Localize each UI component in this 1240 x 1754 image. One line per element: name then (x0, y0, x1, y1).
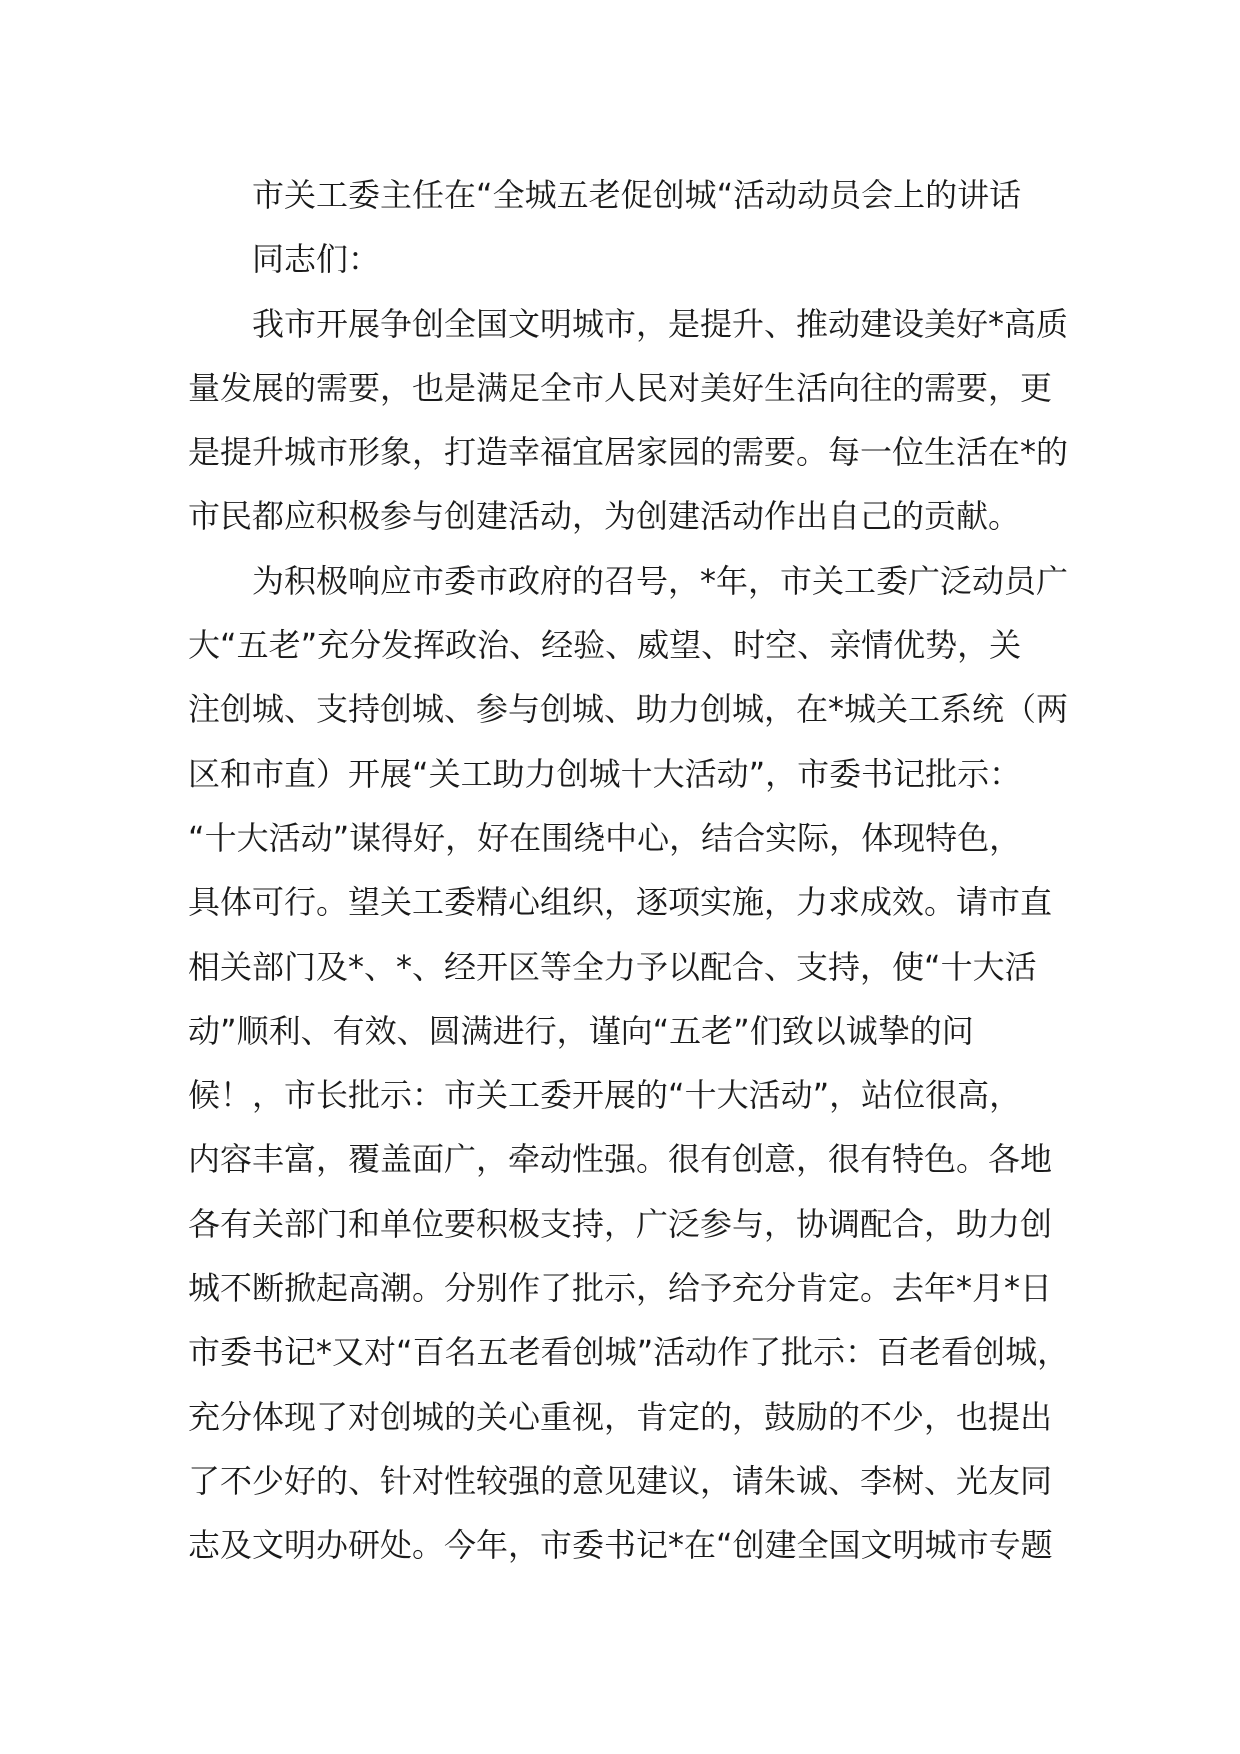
paragraph-1-line-2: 量发展的需要，也是满足全市人民对美好生活向往的需要，更 (188, 368, 1053, 407)
paragraph-2-line-2: 大“五老”充分发挥政治、经验、威望、时空、亲情优势，关 (188, 626, 1022, 665)
paragraph-2-line-4: 区和市直）开展“关工助力创城十大活动”，市委书记批示： (188, 754, 1022, 793)
paragraph-2-line-8: 动”顺利、有效、圆满进行，谨向“五老”们致以诚挚的问 (188, 1011, 974, 1050)
paragraph-1-line-1: 我市开展争创全国文明城市，是提升、推动建设美好*高质 (252, 304, 1069, 343)
paragraph-2-line-7: 相关部门及*、*、经开区等全力予以配合、支持，使“十大活 (188, 947, 1037, 986)
paragraph-2-line-9: 候！，市长批示：市关工委开展的“十大活动”，站位很高， (188, 1076, 1022, 1115)
paragraph-2-line-3: 注创城、支持创城、参与创城、助力创城，在*城关工系统（两 (188, 690, 1069, 729)
paragraph-2-line-15: 了不少好的、针对性较强的意见建议，请朱诚、李树、光友同 (188, 1461, 1053, 1500)
paragraph-2-line-16: 志及文明办研处。今年，市委书记*在“创建全国文明城市专题 (188, 1526, 1053, 1565)
paragraph-2-line-13: 市委书记*又对“百名五老看创城”活动作了批示：百老看创城， (188, 1333, 1070, 1372)
paragraph-1-line-3: 是提升城市形象，打造幸福宜居家园的需要。每一位生活在*的 (188, 433, 1069, 472)
paragraph-2-line-1: 为积极响应市委市政府的召号，*年，市关工委广泛动员广 (252, 561, 1069, 600)
paragraph-2-line-14: 充分体现了对创城的关心重视，肯定的，鼓励的不少，也提出 (188, 1397, 1053, 1436)
document-title: 市关工委主任在“全城五老促创城“活动动员会上的讲话 (252, 176, 1022, 214)
paragraph-1-line-4: 市民都应积极参与创建活动，为创建活动作出自己的贡献。 (188, 497, 1021, 536)
paragraph-2-line-11: 各有关部门和单位要积极支持，广泛参与，协调配合，助力创 (188, 1204, 1053, 1243)
paragraph-2-line-12: 城不断掀起高潮。分别作了批示，给予充分肯定。去年*月*日 (188, 1269, 1053, 1308)
paragraph-2-line-6: 具体可行。望关工委精心组织，逐项实施，力求成效。请市直 (188, 883, 1053, 922)
paragraph-2-line-5: “十大活动”谋得好，好在围绕中心，结合实际，体现特色， (188, 818, 1022, 857)
paragraph-2-line-10: 内容丰富，覆盖面广，牵动性强。很有创意，很有特色。各地 (188, 1140, 1053, 1179)
salutation: 同志们： (252, 240, 381, 279)
document-body (188, 163, 1068, 1578)
